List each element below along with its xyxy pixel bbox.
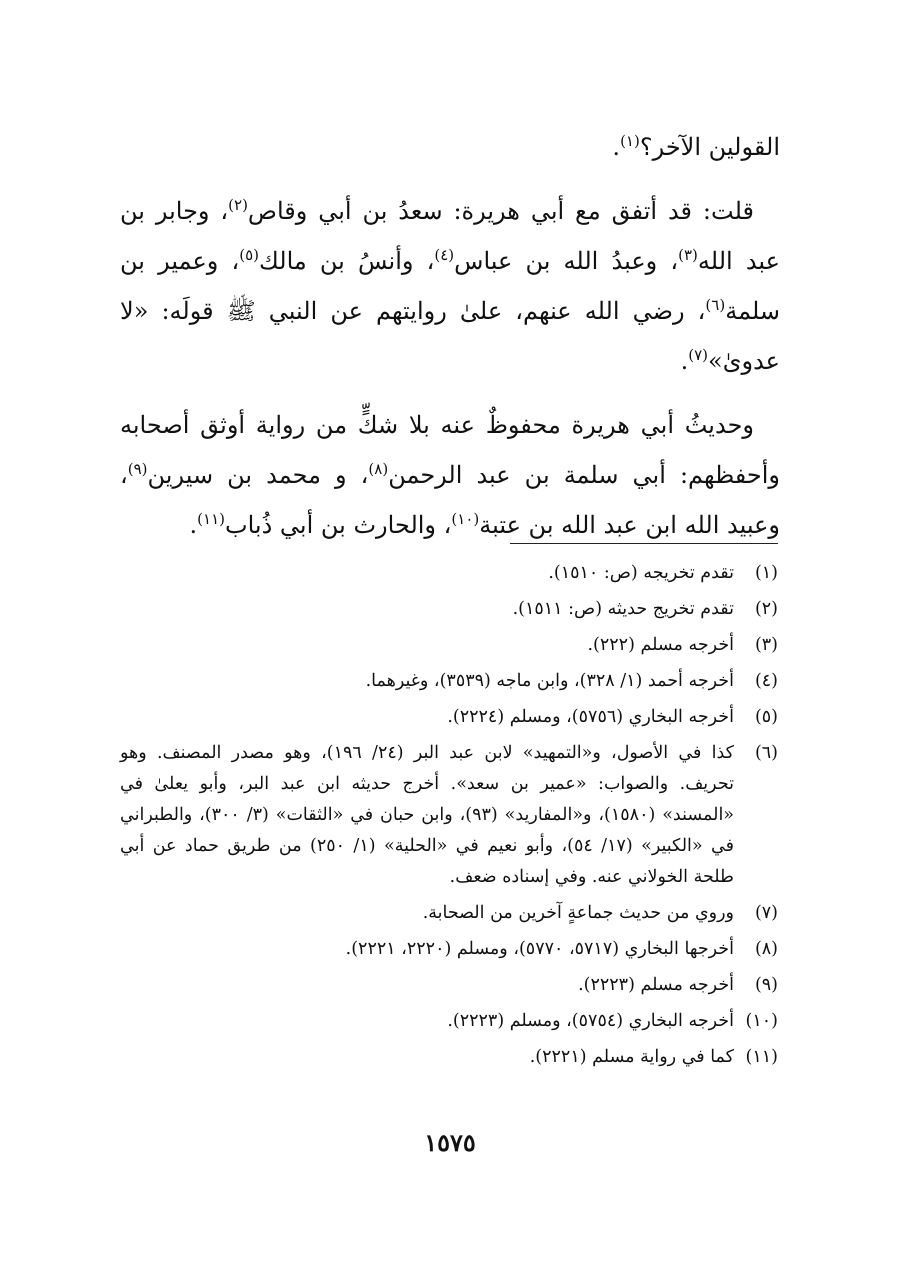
paragraph-3-seg-2: ، و محمد بن سيرين xyxy=(147,461,369,489)
footnote-ref-3[interactable]: (٣) xyxy=(678,246,698,264)
footnote-3 xyxy=(120,630,778,661)
footnote-ref-10[interactable]: (١٠) xyxy=(451,510,480,528)
main-text xyxy=(120,122,780,564)
footnote-text: أخرجه مسلم (٢٢٢). xyxy=(587,635,734,655)
footnote-ref-11[interactable]: (١١) xyxy=(197,510,225,528)
paragraph-2 xyxy=(120,186,780,386)
footnote-number: (١٠) xyxy=(745,1011,778,1031)
footnote-number: (٩) xyxy=(754,975,778,995)
footnote-text: أخرجه مسلم (٢٢٢٣). xyxy=(578,975,734,995)
footnote-ref-8[interactable]: (٨) xyxy=(368,460,389,478)
footnote-number: (١١) xyxy=(745,1047,778,1067)
paragraph-3-seg-0: وحديثُ أبي هريرة محفوظٌ عنه بلا شكٍّ من رواية أوثق أصحابه وأحفظهم: أبي سلمة بن عبد الرحمن xyxy=(120,411,780,489)
footnote-ref-2[interactable]: (٢) xyxy=(228,196,248,214)
paragraph-1-end: . xyxy=(612,133,621,161)
paragraph-3-seg-4: ، وعبيد الله ابن عبد الله بن عتبة xyxy=(120,461,780,539)
paragraph-2-seg-8: ، وعمير بن سلمة xyxy=(120,247,780,325)
paragraph-2-seg-10: ، رضي الله عنهم، علىٰ روايتهم عن النبي ﷺ قولَه: «لا عدوىٰ» xyxy=(120,297,780,375)
paragraph-1-text: القولين الآخر؟ xyxy=(639,133,780,161)
paragraph-3-seg-6: ، والحارث بن أبي ذُباب xyxy=(225,511,452,539)
footnote-text: تقدم تخريج حديثه (ص: ١٥١١). xyxy=(512,599,734,619)
footnote-ref-9[interactable]: (٩) xyxy=(127,460,148,478)
footnote-number: (٨) xyxy=(754,939,778,959)
footnote-text: أخرجها البخاري (٥٧١٧، ٥٧٧٠)، ومسلم (٢٢٢٠، ٢٢٢١). xyxy=(345,939,734,959)
footnote-5 xyxy=(120,702,778,733)
footnote-2 xyxy=(120,594,778,625)
paragraph-3 xyxy=(120,400,780,550)
paragraph-2-seg-0: قلت: قد أتفق مع أبي هريرة: سعدُ بن أبي وقاص xyxy=(247,197,754,225)
footnote-9 xyxy=(120,970,778,1001)
footnote-number: (٢) xyxy=(754,599,778,619)
footnotes-section xyxy=(120,558,778,1078)
footnote-7 xyxy=(120,898,778,929)
footnote-4 xyxy=(120,666,778,697)
footnote-text: وروي من حديث جماعةٍ آخرين من الصحابة. xyxy=(422,903,734,923)
footnote-8 xyxy=(120,934,778,965)
paragraph-2-seg-12: . xyxy=(680,347,689,375)
footnote-divider xyxy=(510,543,778,544)
footnote-ref-7[interactable]: (٧) xyxy=(688,346,709,364)
footnote-number: (٤) xyxy=(754,671,778,691)
footnote-1 xyxy=(120,558,778,589)
footnote-text: كما في رواية مسلم (٢٢٢١). xyxy=(529,1047,734,1067)
footnote-number: (٥) xyxy=(754,707,778,727)
paragraph-1 xyxy=(120,122,780,172)
paragraph-3-seg-8: . xyxy=(189,511,198,539)
footnote-text: أخرجه أحمد (١/ ٣٢٨)، وابن ماجه (٣٥٣٩)، وغيرهما. xyxy=(365,671,734,691)
page-number: ١٥٧٥ xyxy=(424,1128,476,1157)
footnote-6 xyxy=(120,738,778,893)
paragraph-2-seg-6: ، وأنسُ بن مالك xyxy=(259,247,435,275)
footnote-number: (١) xyxy=(754,563,778,583)
footnote-ref-4[interactable]: (٤) xyxy=(434,246,455,264)
footnote-10 xyxy=(120,1006,778,1037)
footnote-ref-5[interactable]: (٥) xyxy=(239,246,260,264)
footnote-number: (٣) xyxy=(754,635,778,655)
footnote-ref-1[interactable]: (١) xyxy=(620,132,640,150)
footnote-text: أخرجه البخاري (٥٧٥٤)، ومسلم (٢٢٢٣). xyxy=(447,1011,734,1031)
footnote-text: تقدم تخريجه (ص: ١٥١٠). xyxy=(548,563,734,583)
footnote-text: كذا في الأصول، و«التمهيد» لابن عبد البر (٢٤/ ١٩٦)، وهو مصدر المصنف. وهو تحريف. والصواب: «عمير بن سعد». أخرج حديثه ابن عبد البر، وأبو يعلىٰ في «المسند» (١٥٨٠)، و«المفاريد» (٩٣)، وابن حبان في «الثقات» (٣/ ٣٠٠)، والطبراني في «الكبير» (١٧/ ٥٤)، وأبو نعيم في «الحلية» (١/ ٢٥٠) من طريق حماد عن أبي طلحة الخولاني عنه. وفي إسناده ضعف. xyxy=(120,743,735,887)
footnote-number: (٦) xyxy=(754,743,778,763)
footnote-text: أخرجه البخاري (٥٧٥٦)، ومسلم (٢٢٢٤). xyxy=(447,707,734,727)
footnote-11 xyxy=(120,1042,778,1073)
paragraph-2-seg-2: ، وجابر بن عبد الله xyxy=(120,197,780,275)
paragraph-2-seg-4: ، وعبدُ الله بن عباس xyxy=(454,247,679,275)
footnote-number: (٧) xyxy=(754,903,778,923)
footnote-ref-6[interactable]: (٦) xyxy=(705,296,726,314)
